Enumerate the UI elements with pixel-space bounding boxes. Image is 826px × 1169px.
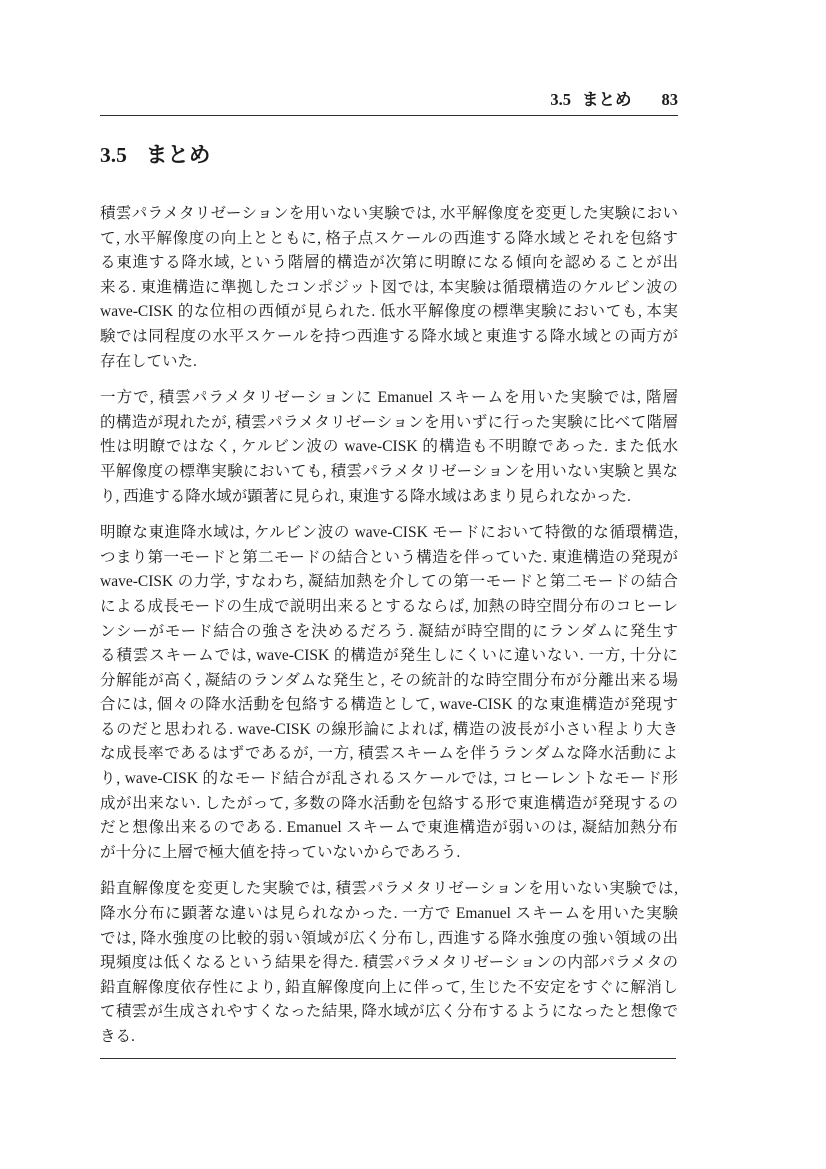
text-line: 現頻度は低くなるという結果を得た. 積雲パラメタリゼーションの内部パラメタの [100, 954, 678, 972]
text-line: るのだと思われる. wave-CISK の線形論によれば, 構造の波長が小さい程より大き [100, 720, 678, 738]
paragraph [100, 386, 678, 509]
text-line: 一方で, 積雲パラメタリゼーションに Emanuel スキームを用いた実験では, 階層 [100, 389, 678, 407]
text-line: 積雲パラメタリゼーションを用いない実験では, 水平解像度を変更した実験におい [100, 205, 678, 222]
text-line: つまり第一モードと第二モードの結合という構造を伴っていた. 東進構造の発現が [100, 548, 678, 566]
text-line: だと想像出来るのである. Emanuel スキームで東進構造が弱いのは, 凝結加熱分布 [100, 819, 678, 837]
text-line: が十分に上層で極大値を持っていないからであろう. [100, 843, 461, 861]
text-line: 明瞭な東進降水域は, ケルビン波の wave-CISK モードにおいて特徴的な循環構造, [100, 524, 678, 542]
section-number: 3.5 [100, 143, 127, 167]
text-line: wave-CISK の力学, すなわち, 凝結加熱を介しての第一モードと第二モードの結合 [100, 573, 678, 591]
section-title: まとめ [145, 143, 211, 167]
body-text [100, 202, 678, 1062]
text-line: り, wave-CISK 的なモード結合が乱されるスケールでは, コヒーレントなモード形 [100, 770, 678, 788]
paragraph [100, 877, 678, 1049]
text-line: な成長率であるはずであるが, 一方, 積雲スキームを伴うランダムな降水活動によ [100, 745, 678, 763]
running-header-section-title: まとめ [582, 90, 632, 109]
section-heading [100, 138, 210, 169]
text-line: 性は明瞭ではなく, ケルビン波の wave-CISK 的構造も不明瞭であった. また低水 [100, 438, 678, 456]
text-line: 合には, 個々の降水活動を包絡する構造として, wave-CISK 的な東進構造が発現す [100, 696, 678, 714]
text-line: ンシーがモード結合の強さを決めるだろう. 凝結が時空間的にランダムに発生す [100, 622, 678, 640]
paragraph [100, 202, 678, 374]
text-line: る積雲スキームでは, wave-CISK 的構造が発生しにくいに違いない. 一方, 十分に [100, 647, 678, 665]
running-header-page-number: 83 [661, 90, 678, 109]
text-line: wave-CISK 的な位相の西傾が見られた. 低水平解像度の標準実験においても, 本実 [100, 303, 678, 321]
text-line: 存在していた. [100, 352, 197, 370]
running-header-section-number: 3.5 [550, 90, 571, 109]
text-line: 来る. 東進構造に準拠したコンポジット図では, 本実験は循環構造のケルビン波の [100, 278, 678, 296]
text-line: り, 西進する降水域が顕著に見られ, 東進する降水域はあまり見られなかった. [100, 487, 631, 505]
text-line: では, 降水強度の比較的弱い領域が広く分布し, 西進する降水強度の強い領域の出 [100, 929, 678, 947]
paragraph [100, 521, 678, 865]
text-line: て積雲が生成されやすくなった結果, 降水域が広く分布するようになったと想像で [100, 1003, 678, 1021]
text-line: 鉛直解像度を変更した実験では, 積雲パラメタリゼーションを用いない実験では, [100, 880, 678, 898]
text-line: 的構造が現れたが, 積雲パラメタリゼーションを用いずに行った実験に比べて階層 [100, 413, 678, 431]
text-line: きる. [100, 1028, 135, 1045]
footer-rule [100, 1058, 676, 1059]
text-line: 成が出来ない. したがって, 多数の降水活動を包絡する形で東進構造が発現するの [100, 794, 678, 812]
text-line: 降水分布に顕著な違いは見られなかった. 一方で Emanuel スキームを用いた実験 [100, 905, 678, 923]
text-line: 鉛直解像度依存性により, 鉛直解像度向上に伴って, 生じた不安定をすぐに解消し [100, 978, 678, 996]
text-line: 分解能が高く, 凝結のランダムな発生と, その統計的な時空間分布が分離出来る場 [100, 671, 678, 689]
text-line: 平解像度の標準実験においても, 積雲パラメタリゼーションを用いない実験と異な [100, 462, 678, 480]
running-header [100, 86, 678, 116]
text-line: 験では同程度の水平スケールを持つ西進する降水域と東進する降水域との両方が [100, 327, 678, 345]
text-line: る東進する降水域, という階層的構造が次第に明瞭になる傾向を認めることが出 [100, 254, 678, 272]
text-line: による成長モードの生成で説明出来るとするならば, 加熱の時空間分布のコヒーレ [100, 597, 678, 615]
text-line: て, 水平解像度の向上とともに, 格子点スケールの西進する降水域とそれを包絡す [100, 229, 678, 247]
